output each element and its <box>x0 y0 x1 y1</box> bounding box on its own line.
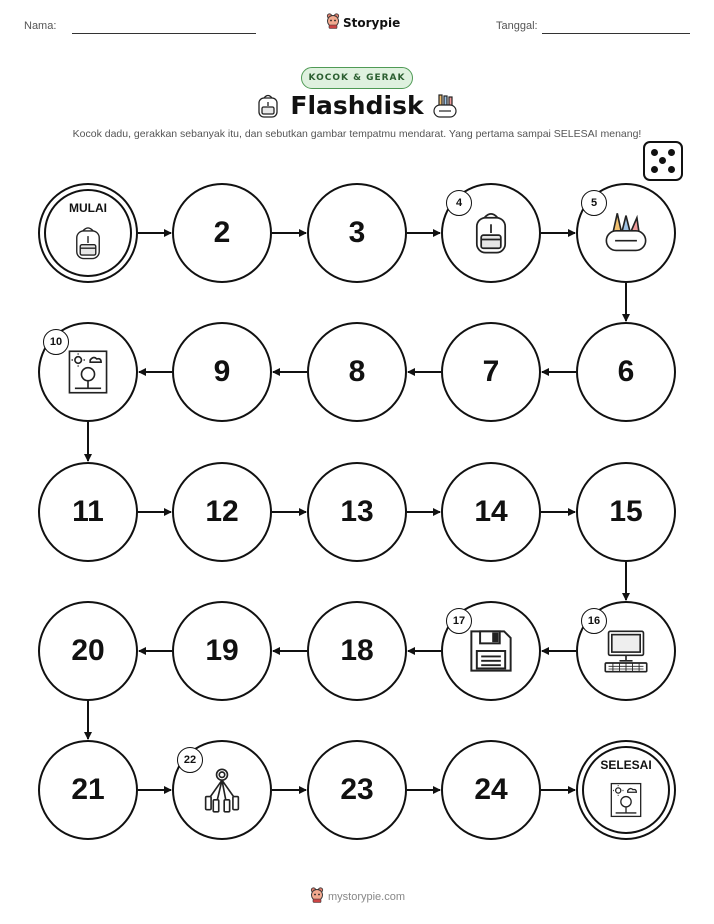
board-space-7 <box>441 322 541 422</box>
space-number-badge: 5 <box>581 190 607 216</box>
footer <box>310 887 405 907</box>
board-space-label: MULAI <box>69 201 107 215</box>
board-space-mulai <box>38 183 138 283</box>
space-number: 21 <box>71 773 105 806</box>
space-number: 6 <box>617 355 635 388</box>
board-space-15 <box>576 462 676 562</box>
footer-url: mystorypie.com <box>328 891 406 903</box>
space-number: 18 <box>340 634 374 667</box>
board-space-5 <box>576 183 676 283</box>
space-number: 9 <box>213 355 231 388</box>
space-number: 7 <box>482 355 500 388</box>
backpack-icon <box>467 209 515 257</box>
board-space-18 <box>307 601 407 701</box>
space-number: 11 <box>72 495 104 528</box>
brand-name: Storypie <box>343 16 401 30</box>
space-number: 2 <box>213 216 231 249</box>
space-number-badge: 10 <box>43 329 69 355</box>
date-label: Tanggal: <box>496 20 538 32</box>
space-number-badge: 22 <box>177 747 203 773</box>
board-space-10 <box>38 322 138 422</box>
board-space-label: SELESAI <box>600 758 652 772</box>
board-space-4 <box>441 183 541 283</box>
space-number: 13 <box>340 495 374 528</box>
board-space-2 <box>172 183 272 283</box>
instructions-text: Kocok dadu, gerakkan sebanyak itu, dan sebutkan gambar tempatmu mendarat. Yang pertama sampai SELESAI menang! <box>72 128 642 140</box>
board-space-6 <box>576 322 676 422</box>
space-number: 3 <box>348 216 366 249</box>
space-number: 23 <box>340 773 374 806</box>
space-number-badge: 17 <box>446 608 472 634</box>
picture-icon <box>607 781 645 819</box>
board-space-19 <box>172 601 272 701</box>
space-number-badge: 4 <box>446 190 472 216</box>
board-space-16 <box>576 601 676 701</box>
space-number-badge: 16 <box>581 608 607 634</box>
space-number: 19 <box>205 634 239 667</box>
storypie-mascot-icon <box>310 887 324 907</box>
space-number: 8 <box>348 355 366 388</box>
backpack-icon <box>69 224 107 262</box>
board-space-selesai <box>576 740 676 840</box>
board-space-23 <box>307 740 407 840</box>
name-label: Nama: <box>24 20 57 32</box>
board-space-3 <box>307 183 407 283</box>
board-space-14 <box>441 462 541 562</box>
space-number: 12 <box>205 495 239 528</box>
board-space-12 <box>172 462 272 562</box>
space-number: 14 <box>474 495 508 528</box>
keys-icon <box>198 766 246 814</box>
board-space-11 <box>38 462 138 562</box>
board-space-8 <box>307 322 407 422</box>
pencil-case-icon <box>602 209 650 257</box>
picture-icon <box>64 348 112 396</box>
board-space-22 <box>172 740 272 840</box>
board-space-21 <box>38 740 138 840</box>
page-title: Flashdisk <box>290 91 424 120</box>
board-space-20 <box>38 601 138 701</box>
category-badge: KOCOK & GERAK <box>301 67 413 89</box>
space-number: 24 <box>474 773 508 806</box>
space-number: 20 <box>71 634 105 667</box>
floppy-disk-icon <box>467 627 515 675</box>
space-number: 15 <box>609 495 643 528</box>
board-space-17 <box>441 601 541 701</box>
board-space-24 <box>441 740 541 840</box>
computer-icon <box>602 627 650 675</box>
board-space-13 <box>307 462 407 562</box>
board-space-9 <box>172 322 272 422</box>
